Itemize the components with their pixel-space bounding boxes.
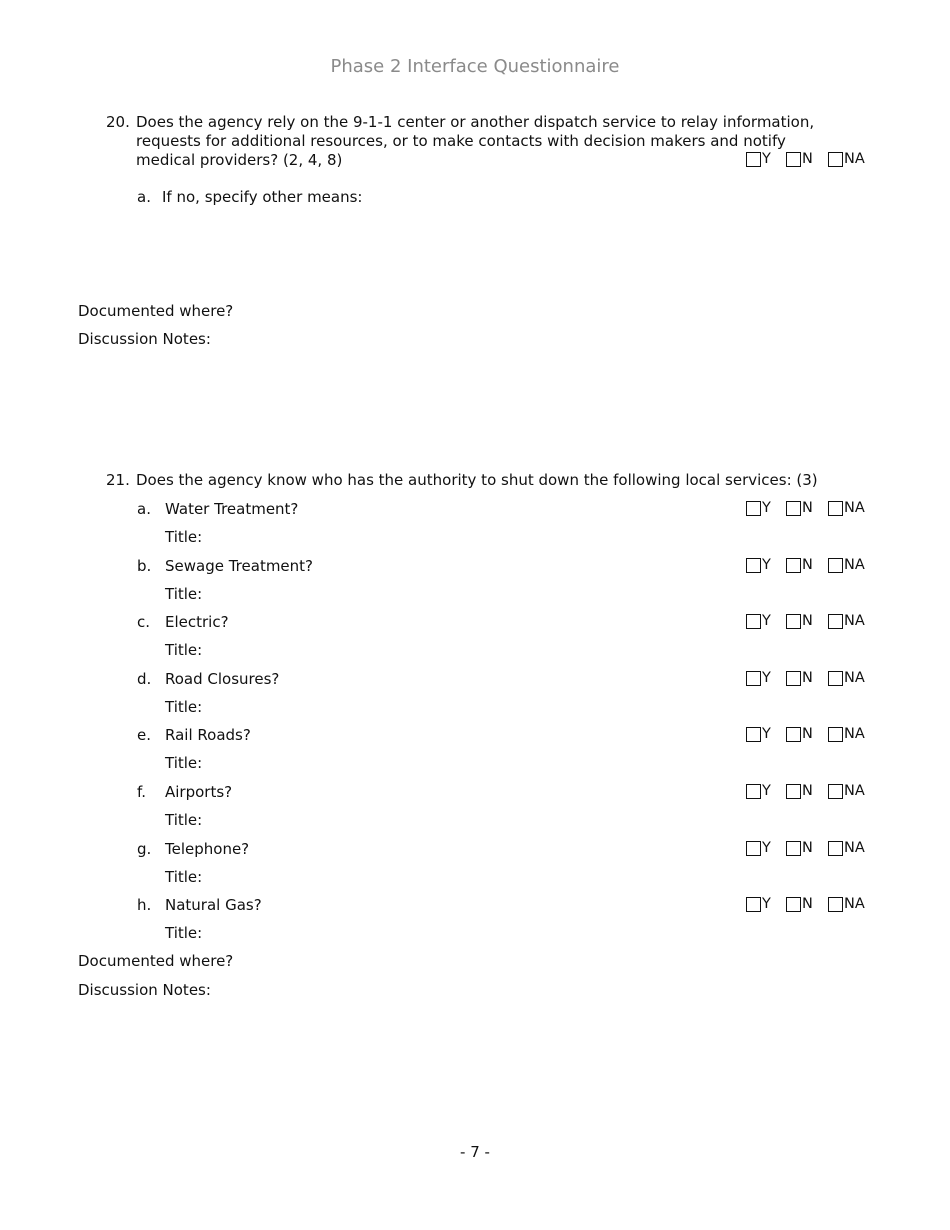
na-option[interactable] xyxy=(828,840,865,856)
yes-option[interactable] xyxy=(746,613,771,629)
na-label: NA xyxy=(844,840,865,856)
item-answer-group xyxy=(746,613,876,631)
na-checkbox[interactable] xyxy=(828,841,843,856)
item-label: Water Treatment? xyxy=(165,500,299,518)
item-answer-group xyxy=(746,557,876,575)
no-option[interactable] xyxy=(786,783,813,799)
na-label: NA xyxy=(844,670,865,686)
item-title-label: Title: xyxy=(165,924,203,942)
item-label: Telephone? xyxy=(165,840,250,858)
yes-option[interactable] xyxy=(746,726,771,742)
discussion-notes-label: Discussion Notes: xyxy=(78,330,211,348)
yes-label: Y xyxy=(762,500,771,516)
na-label: NA xyxy=(844,783,865,799)
yes-label: Y xyxy=(762,670,771,686)
item-label: Road Closures? xyxy=(165,670,280,688)
no-option[interactable] xyxy=(786,670,813,686)
page-number: - 7 - xyxy=(460,1143,490,1161)
no-label: N xyxy=(802,670,813,686)
no-checkbox[interactable] xyxy=(786,558,801,573)
yes-label: Y xyxy=(762,151,771,167)
no-option[interactable] xyxy=(786,557,813,573)
yes-checkbox[interactable] xyxy=(746,671,761,686)
question-20a-letter: a. xyxy=(137,188,151,206)
no-label: N xyxy=(802,613,813,629)
item-answer-group xyxy=(746,726,876,744)
item-title-label: Title: xyxy=(165,698,203,716)
yes-checkbox[interactable] xyxy=(746,784,761,799)
na-checkbox[interactable] xyxy=(828,558,843,573)
na-option[interactable] xyxy=(828,557,865,573)
yes-option[interactable] xyxy=(746,557,771,573)
item-label: Electric? xyxy=(165,613,229,631)
item-label: Natural Gas? xyxy=(165,896,262,914)
yes-option[interactable] xyxy=(746,500,771,516)
no-checkbox[interactable] xyxy=(786,727,801,742)
yes-option[interactable] xyxy=(746,840,771,856)
question-21-text: Does the agency know who has the authority to shut down the following local services: (3) xyxy=(136,471,818,489)
question-20-line-3: medical providers? (2, 4, 8) xyxy=(136,151,343,169)
yes-label: Y xyxy=(762,613,771,629)
na-checkbox[interactable] xyxy=(828,897,843,912)
na-checkbox[interactable] xyxy=(828,784,843,799)
na-option[interactable] xyxy=(828,500,865,516)
item-answer-group xyxy=(746,840,876,858)
yes-checkbox[interactable] xyxy=(746,727,761,742)
question-21-number: 21. xyxy=(106,471,130,489)
na-checkbox[interactable] xyxy=(828,614,843,629)
no-label: N xyxy=(802,783,813,799)
yes-option[interactable] xyxy=(746,783,771,799)
item-letter: g. xyxy=(137,840,152,858)
no-option[interactable] xyxy=(786,500,813,516)
question-20-number: 20. xyxy=(106,113,130,131)
no-checkbox[interactable] xyxy=(786,671,801,686)
yes-label: Y xyxy=(762,783,771,799)
yes-option[interactable] xyxy=(746,151,771,167)
na-option[interactable] xyxy=(828,670,865,686)
no-label: N xyxy=(802,726,813,742)
item-letter: c. xyxy=(137,613,151,631)
item-title-label: Title: xyxy=(165,641,203,659)
na-checkbox[interactable] xyxy=(828,671,843,686)
item-title-label: Title: xyxy=(165,754,203,772)
na-checkbox[interactable] xyxy=(828,152,843,167)
na-label: NA xyxy=(844,151,865,167)
no-label: N xyxy=(802,557,813,573)
na-label: NA xyxy=(844,726,865,742)
yes-checkbox[interactable] xyxy=(746,152,761,167)
no-label: N xyxy=(802,896,813,912)
item-letter: e. xyxy=(137,726,151,744)
page-title: Phase 2 Interface Questionnaire xyxy=(330,56,620,77)
yes-label: Y xyxy=(762,557,771,573)
item-label: Rail Roads? xyxy=(165,726,251,744)
no-checkbox[interactable] xyxy=(786,841,801,856)
item-label: Sewage Treatment? xyxy=(165,557,314,575)
na-label: NA xyxy=(844,557,865,573)
no-checkbox[interactable] xyxy=(786,784,801,799)
no-checkbox[interactable] xyxy=(786,614,801,629)
yes-label: Y xyxy=(762,726,771,742)
na-option[interactable] xyxy=(828,896,865,912)
na-label: NA xyxy=(844,500,865,516)
no-option[interactable] xyxy=(786,896,813,912)
item-letter: b. xyxy=(137,557,152,575)
item-answer-group xyxy=(746,783,876,801)
item-letter: d. xyxy=(137,670,152,688)
no-option[interactable] xyxy=(786,151,813,167)
na-checkbox[interactable] xyxy=(828,727,843,742)
na-option[interactable] xyxy=(828,726,865,742)
item-answer-group xyxy=(746,670,876,688)
item-answer-group xyxy=(746,500,876,518)
no-option[interactable] xyxy=(786,840,813,856)
item-title-label: Title: xyxy=(165,868,203,886)
item-title-label: Title: xyxy=(165,585,203,603)
no-checkbox[interactable] xyxy=(786,897,801,912)
no-checkbox[interactable] xyxy=(786,152,801,167)
documented-where-label: Documented where? xyxy=(78,302,234,320)
yes-label: Y xyxy=(762,840,771,856)
question-20-line-2: requests for additional resources, or to make contacts with decision makers and notify xyxy=(136,132,786,150)
yes-option[interactable] xyxy=(746,896,771,912)
yes-checkbox[interactable] xyxy=(746,558,761,573)
na-option[interactable] xyxy=(828,151,865,167)
na-checkbox[interactable] xyxy=(828,501,843,516)
no-label: N xyxy=(802,500,813,516)
question-20-answer-group xyxy=(746,151,876,169)
item-title-label: Title: xyxy=(165,528,203,546)
yes-checkbox[interactable] xyxy=(746,841,761,856)
question-20a-text: If no, specify other means: xyxy=(162,188,363,206)
na-label: NA xyxy=(844,613,865,629)
item-letter: h. xyxy=(137,896,152,914)
item-answer-group xyxy=(746,896,876,914)
na-option[interactable] xyxy=(828,613,865,629)
yes-checkbox[interactable] xyxy=(746,614,761,629)
yes-label: Y xyxy=(762,896,771,912)
item-letter: a. xyxy=(137,500,151,518)
na-label: NA xyxy=(844,896,865,912)
na-option[interactable] xyxy=(828,783,865,799)
no-option[interactable] xyxy=(786,613,813,629)
yes-checkbox[interactable] xyxy=(746,897,761,912)
discussion-notes-label: Discussion Notes: xyxy=(78,981,211,999)
question-20-line-1: Does the agency rely on the 9-1-1 center or another dispatch service to relay information, xyxy=(136,113,815,131)
documented-where-label: Documented where? xyxy=(78,952,234,970)
no-label: N xyxy=(802,151,813,167)
item-letter: f. xyxy=(137,783,146,801)
yes-checkbox[interactable] xyxy=(746,501,761,516)
item-label: Airports? xyxy=(165,783,233,801)
item-title-label: Title: xyxy=(165,811,203,829)
yes-option[interactable] xyxy=(746,670,771,686)
no-option[interactable] xyxy=(786,726,813,742)
no-checkbox[interactable] xyxy=(786,501,801,516)
no-label: N xyxy=(802,840,813,856)
